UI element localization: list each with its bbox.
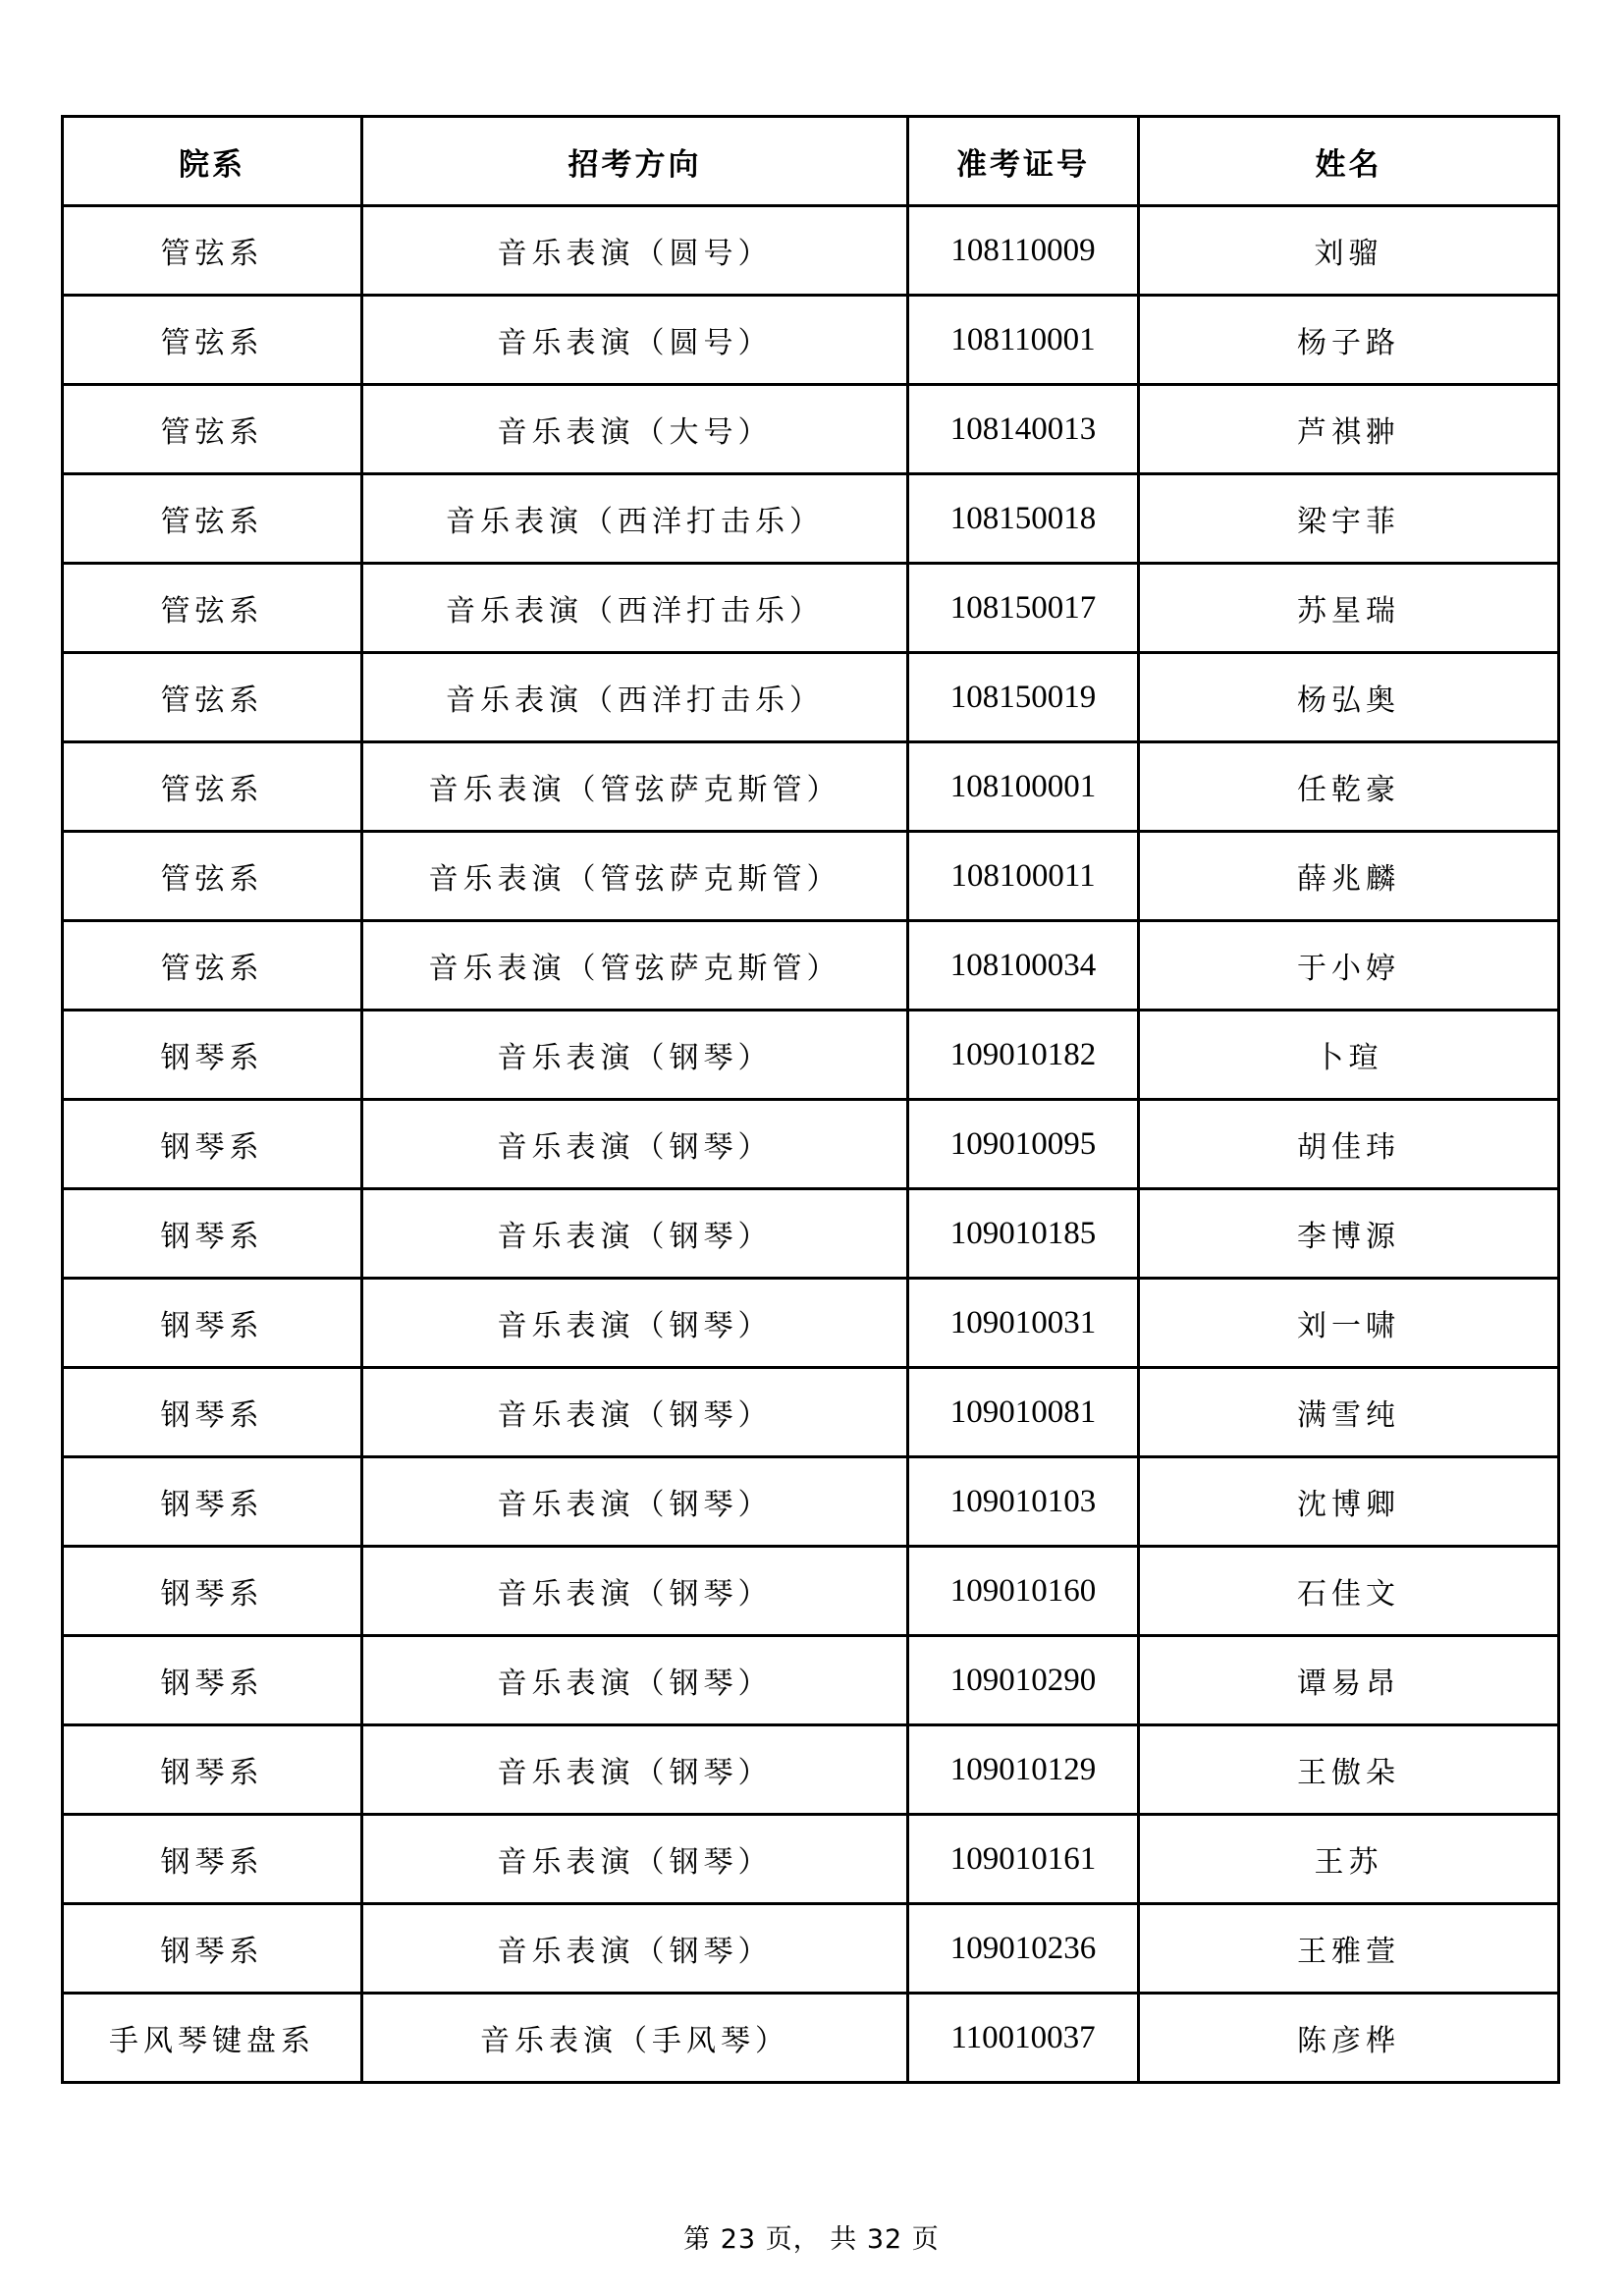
cell-exam-id: 108100034: [908, 921, 1139, 1011]
cell-department: 钢琴系: [63, 1904, 362, 1994]
cell-direction: 音乐表演（钢琴）: [362, 1815, 908, 1904]
cell-direction: 音乐表演（圆号）: [362, 296, 908, 385]
cell-direction: 音乐表演（钢琴）: [362, 1636, 908, 1725]
cell-exam-id: 108100001: [908, 742, 1139, 832]
table-row: [63, 564, 1559, 653]
cell-department: 管弦系: [63, 653, 362, 742]
cell-department: 钢琴系: [63, 1011, 362, 1100]
cell-name: 杨弘奥: [1139, 653, 1559, 742]
table-row: [63, 1011, 1559, 1100]
cell-exam-id: 108110009: [908, 206, 1139, 296]
cell-department: 管弦系: [63, 921, 362, 1011]
cell-direction: 音乐表演（钢琴）: [362, 1457, 908, 1547]
cell-name: 于小婷: [1139, 921, 1559, 1011]
cell-name: 刘一啸: [1139, 1279, 1559, 1368]
cell-direction: 音乐表演（钢琴）: [362, 1189, 908, 1279]
cell-direction: 音乐表演（钢琴）: [362, 1725, 908, 1815]
cell-name: 陈彦桦: [1139, 1994, 1559, 2083]
cell-direction: 音乐表演（大号）: [362, 385, 908, 474]
column-header-name: 姓名: [1139, 117, 1559, 206]
cell-department: 钢琴系: [63, 1815, 362, 1904]
cell-exam-id: 108110001: [908, 296, 1139, 385]
cell-direction: 音乐表演（管弦萨克斯管）: [362, 832, 908, 921]
cell-department: 钢琴系: [63, 1279, 362, 1368]
page-number-footer: 第 23 页， 共 32 页: [683, 2224, 940, 2255]
cell-direction: 音乐表演（西洋打击乐）: [362, 474, 908, 564]
cell-direction: 音乐表演（西洋打击乐）: [362, 653, 908, 742]
table-header-row: [63, 117, 1559, 206]
table-row: [63, 296, 1559, 385]
column-header-exam-id: 准考证号: [908, 117, 1139, 206]
cell-exam-id: 110010037: [908, 1994, 1139, 2083]
table-row: [63, 1457, 1559, 1547]
cell-name: 刘骝: [1139, 206, 1559, 296]
table-row: [63, 385, 1559, 474]
cell-department: 管弦系: [63, 206, 362, 296]
cell-name: 卜瑄: [1139, 1011, 1559, 1100]
cell-exam-id: 108150018: [908, 474, 1139, 564]
admission-roster-table: [61, 115, 1560, 2084]
cell-name: 石佳文: [1139, 1547, 1559, 1636]
cell-department: 钢琴系: [63, 1636, 362, 1725]
table-row: [63, 653, 1559, 742]
table-row: [63, 1725, 1559, 1815]
table-row: [63, 474, 1559, 564]
cell-department: 钢琴系: [63, 1189, 362, 1279]
cell-department: 管弦系: [63, 474, 362, 564]
cell-department: 钢琴系: [63, 1547, 362, 1636]
cell-exam-id: 108140013: [908, 385, 1139, 474]
cell-department: 管弦系: [63, 742, 362, 832]
column-header-department: 院系: [63, 117, 362, 206]
cell-direction: 音乐表演（手风琴）: [362, 1994, 908, 2083]
column-header-direction: 招考方向: [362, 117, 908, 206]
cell-name: 谭易昂: [1139, 1636, 1559, 1725]
cell-direction: 音乐表演（钢琴）: [362, 1368, 908, 1457]
table-row: [63, 1547, 1559, 1636]
cell-exam-id: 109010236: [908, 1904, 1139, 1994]
cell-name: 沈博卿: [1139, 1457, 1559, 1547]
cell-name: 苏星瑞: [1139, 564, 1559, 653]
cell-name: 薛兆麟: [1139, 832, 1559, 921]
cell-exam-id: 109010290: [908, 1636, 1139, 1725]
cell-department: 管弦系: [63, 564, 362, 653]
cell-department: 钢琴系: [63, 1457, 362, 1547]
cell-exam-id: 109010161: [908, 1815, 1139, 1904]
cell-department: 钢琴系: [63, 1100, 362, 1189]
cell-exam-id: 109010031: [908, 1279, 1139, 1368]
cell-name: 芦祺翀: [1139, 385, 1559, 474]
table-row: [63, 1279, 1559, 1368]
cell-name: 王雅萱: [1139, 1904, 1559, 1994]
table-row: [63, 1636, 1559, 1725]
cell-exam-id: 109010103: [908, 1457, 1139, 1547]
table-row: [63, 1189, 1559, 1279]
table-row: [63, 1815, 1559, 1904]
cell-name: 梁宇菲: [1139, 474, 1559, 564]
table-row: [63, 1904, 1559, 1994]
cell-name: 任乾豪: [1139, 742, 1559, 832]
cell-direction: 音乐表演（西洋打击乐）: [362, 564, 908, 653]
cell-name: 胡佳玮: [1139, 1100, 1559, 1189]
table-row: [63, 206, 1559, 296]
cell-department: 钢琴系: [63, 1368, 362, 1457]
table-row: [63, 832, 1559, 921]
table-row: [63, 1100, 1559, 1189]
table-row: [63, 921, 1559, 1011]
cell-exam-id: 109010095: [908, 1100, 1139, 1189]
cell-direction: 音乐表演（钢琴）: [362, 1904, 908, 1994]
cell-name: 满雪纯: [1139, 1368, 1559, 1457]
cell-direction: 音乐表演（钢琴）: [362, 1011, 908, 1100]
cell-name: 王苏: [1139, 1815, 1559, 1904]
cell-exam-id: 109010129: [908, 1725, 1139, 1815]
table-row: [63, 1368, 1559, 1457]
cell-exam-id: 108100011: [908, 832, 1139, 921]
cell-department: 管弦系: [63, 385, 362, 474]
cell-department: 手风琴键盘系: [63, 1994, 362, 2083]
table-row: [63, 1994, 1559, 2083]
cell-exam-id: 109010185: [908, 1189, 1139, 1279]
cell-direction: 音乐表演（管弦萨克斯管）: [362, 742, 908, 832]
cell-name: 李博源: [1139, 1189, 1559, 1279]
cell-name: 杨子路: [1139, 296, 1559, 385]
cell-department: 管弦系: [63, 832, 362, 921]
cell-name: 王傲朵: [1139, 1725, 1559, 1815]
table-row: [63, 742, 1559, 832]
cell-exam-id: 109010182: [908, 1011, 1139, 1100]
cell-department: 钢琴系: [63, 1725, 362, 1815]
cell-exam-id: 109010160: [908, 1547, 1139, 1636]
cell-direction: 音乐表演（钢琴）: [362, 1100, 908, 1189]
cell-department: 管弦系: [63, 296, 362, 385]
cell-direction: 音乐表演（管弦萨克斯管）: [362, 921, 908, 1011]
cell-direction: 音乐表演（钢琴）: [362, 1547, 908, 1636]
cell-exam-id: 108150019: [908, 653, 1139, 742]
cell-exam-id: 109010081: [908, 1368, 1139, 1457]
cell-direction: 音乐表演（钢琴）: [362, 1279, 908, 1368]
cell-exam-id: 108150017: [908, 564, 1139, 653]
cell-direction: 音乐表演（圆号）: [362, 206, 908, 296]
